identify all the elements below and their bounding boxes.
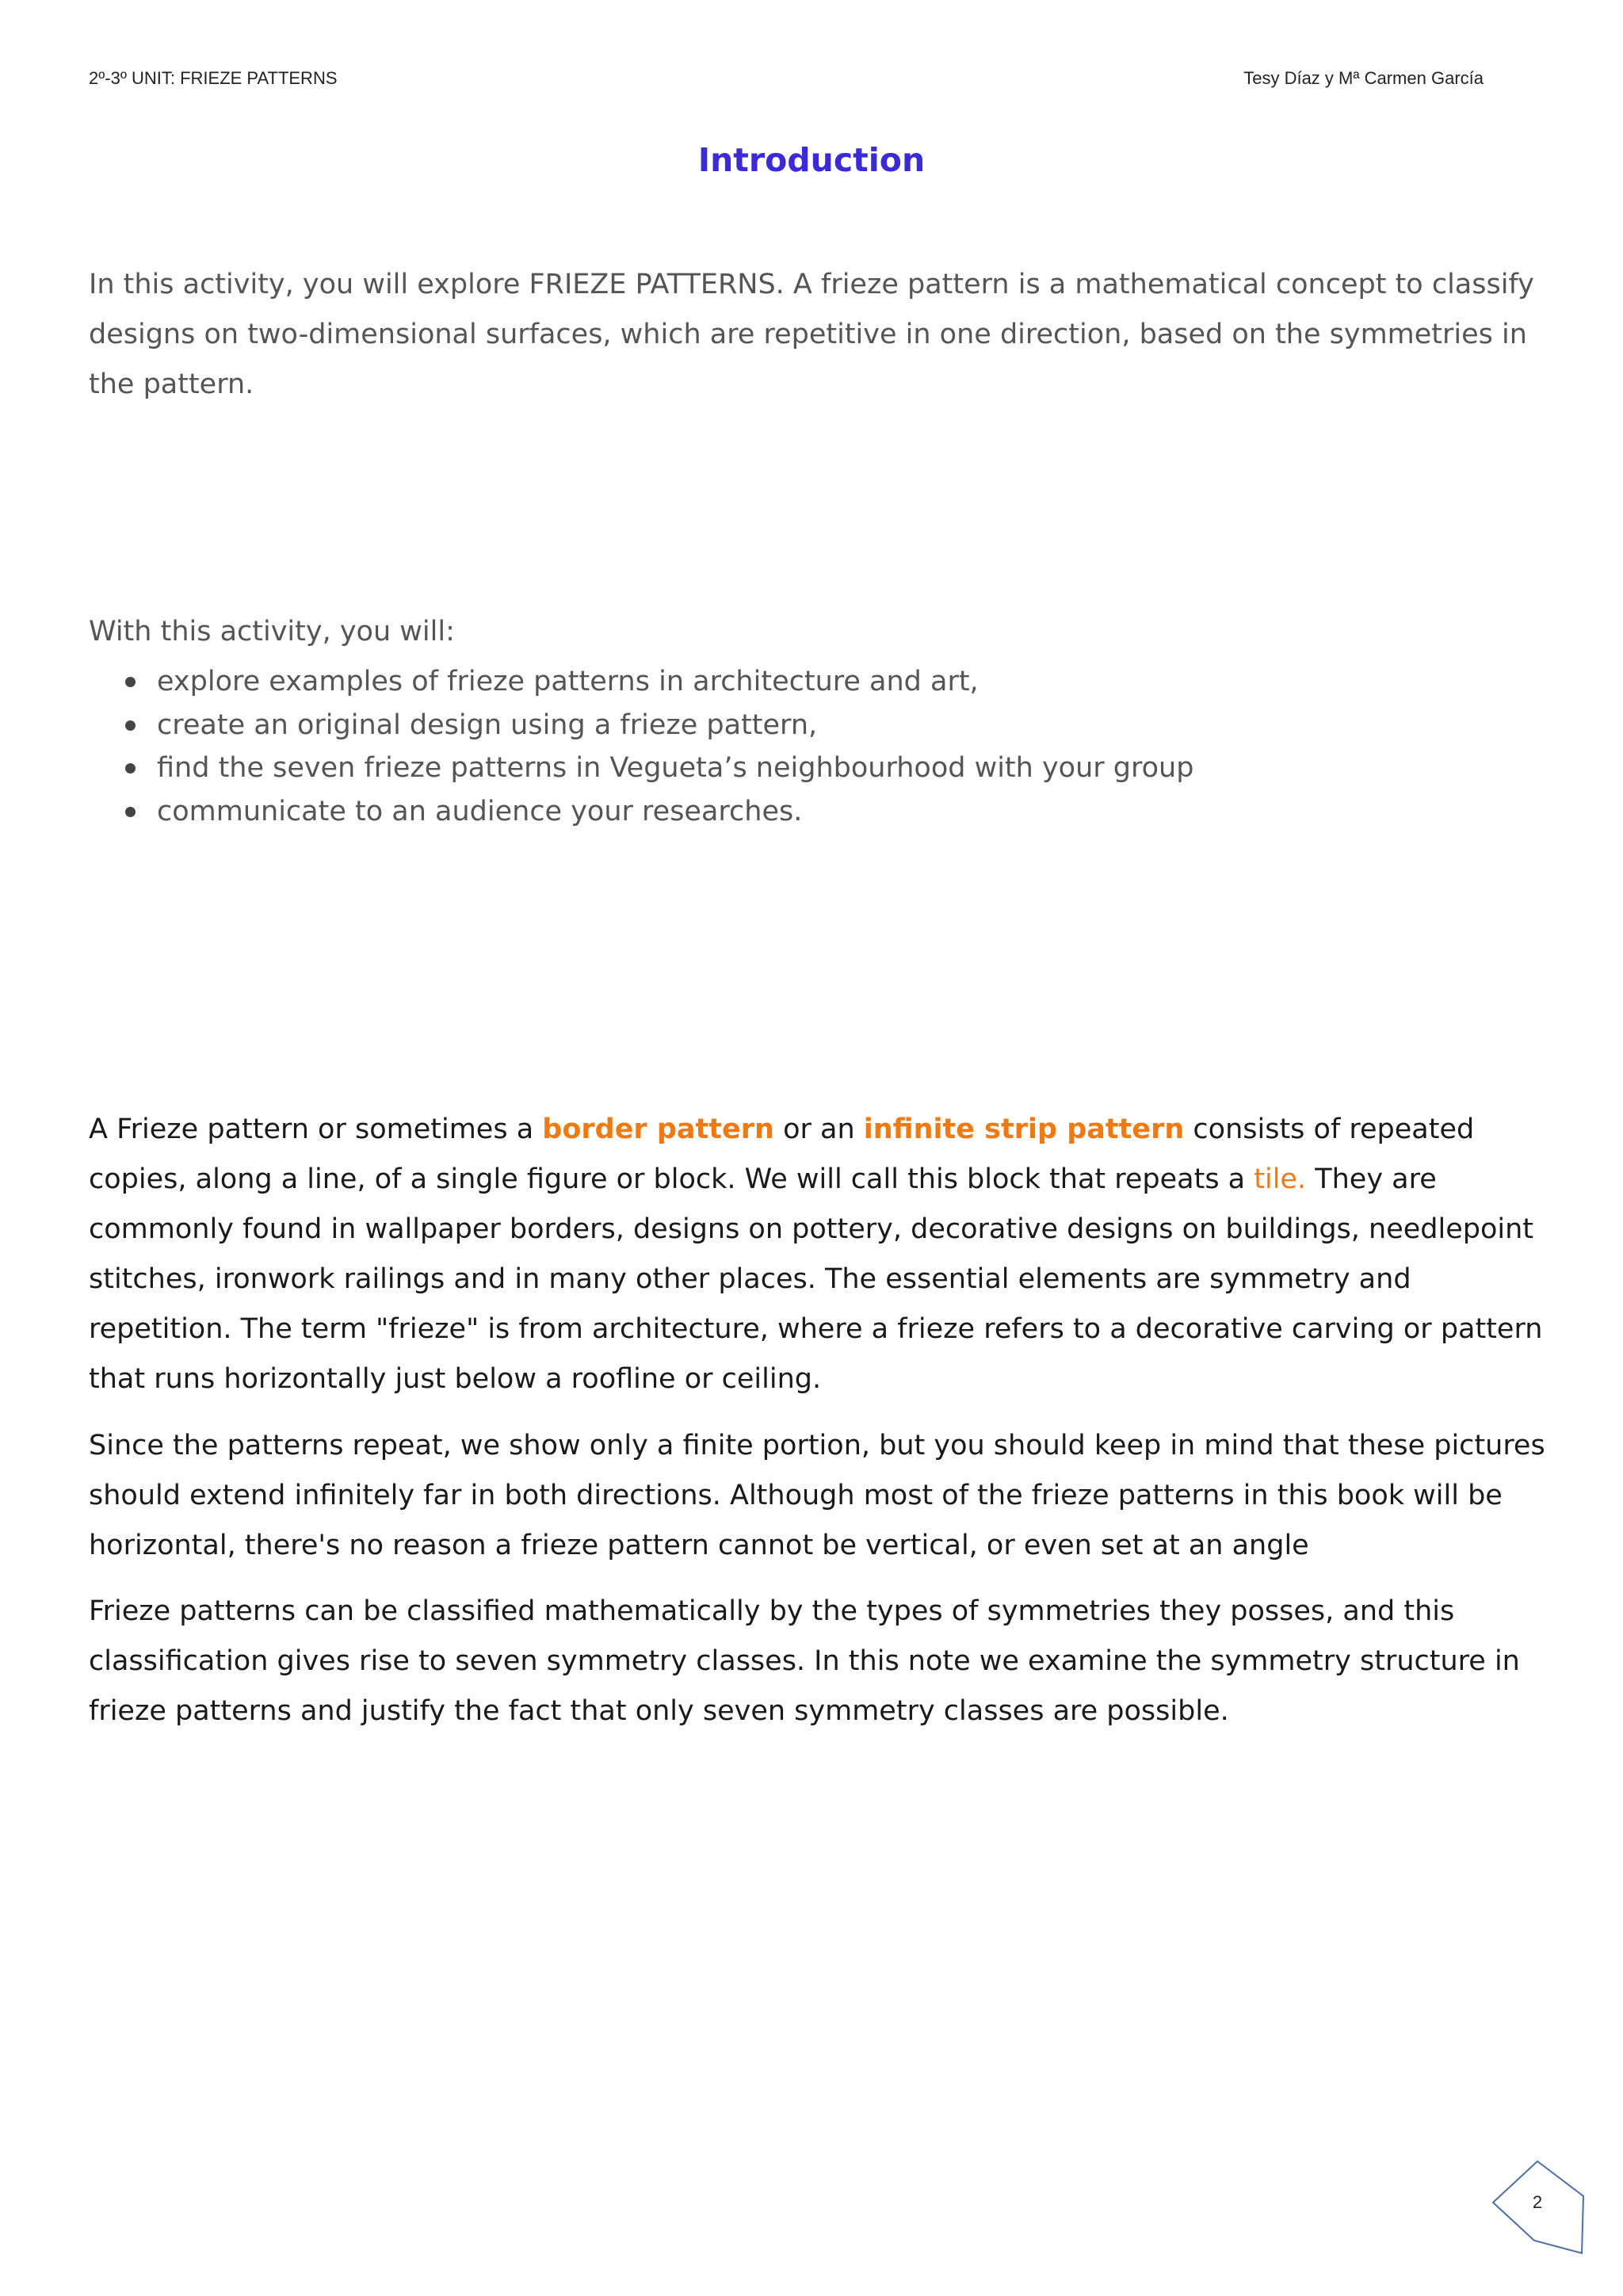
page-title: Introduction: [697, 141, 926, 179]
page-number: 2: [1532, 2192, 1543, 2212]
definition-text-c: consists of repeated copies, along a line, of a single figure or block. We will call this block that repeats a: [89, 1114, 1475, 1195]
header-unit-title: 2º-3º UNIT: FRIEZE PATTERNS: [89, 68, 338, 88]
goals-list: [89, 660, 1193, 833]
header-authors: Tesy Díaz y Mª Carmen García: [1243, 68, 1484, 88]
bullet-icon: [125, 720, 136, 731]
definition-text-d: They are commonly found in wallpaper borders, designs on pottery, decorative designs on buildings, needlepoint stitches, ironwork railings and in many other places. The essential elements are symmetry and repetition. The term "frieze" is from architecture, where a frieze refers to a decorative carving or pattern that runs horizontally just below a roofline or ceiling.: [89, 1163, 1543, 1395]
goal-text: find the seven frieze patterns in Vegueta’s neighbourhood with your group: [157, 752, 1194, 784]
bullet-icon: [125, 763, 136, 774]
classification-paragraph: Frieze patterns can be classified mathematically by the types of symmetries they posses, and this classification gives rise to seven symmetry classes. In this note we examine the symmetry structure in frieze patterns and justify the fact that only seven symmetry classes are possible.: [89, 1595, 1520, 1727]
bullet-icon: [125, 807, 136, 817]
term-infinite-strip-pattern: infinite strip pattern: [863, 1114, 1185, 1145]
goal-text: create an original design using a frieze pattern,: [157, 709, 818, 741]
goal-item: [89, 704, 1193, 747]
goal-text: communicate to an audience your researches.: [157, 795, 803, 827]
definition-text-a: A Frieze pattern or sometimes a: [89, 1114, 543, 1145]
bullet-icon: [125, 677, 136, 687]
goal-item: [89, 747, 1193, 790]
goal-text: explore examples of frieze patterns in architecture and art,: [157, 666, 979, 697]
term-tile: tile.: [1254, 1163, 1307, 1195]
goal-item: [89, 790, 1193, 834]
definition-paragraph: [89, 1105, 1547, 1404]
repetition-paragraph: Since the patterns repeat, we show only a finite portion, but you should keep in mind that these pictures should extend infinitely far in both directions. Although most of the frieze patterns in this book will be horizontal, there's no reason a frieze pattern cannot be vertical, or even set at an angle: [89, 1430, 1545, 1561]
goals-label: With this activity, you will:: [89, 616, 455, 648]
term-border-pattern: border pattern: [542, 1114, 774, 1145]
definition-text-b: or an: [773, 1114, 864, 1145]
intro-paragraph: In this activity, you will explore FRIEZE PATTERNS. A frieze pattern is a mathematical concept to classify designs on two-dimensional surfaces, which are repetitive in one direction, based on the symmetries in the pattern.: [89, 269, 1534, 400]
goal-item: [89, 660, 1193, 704]
